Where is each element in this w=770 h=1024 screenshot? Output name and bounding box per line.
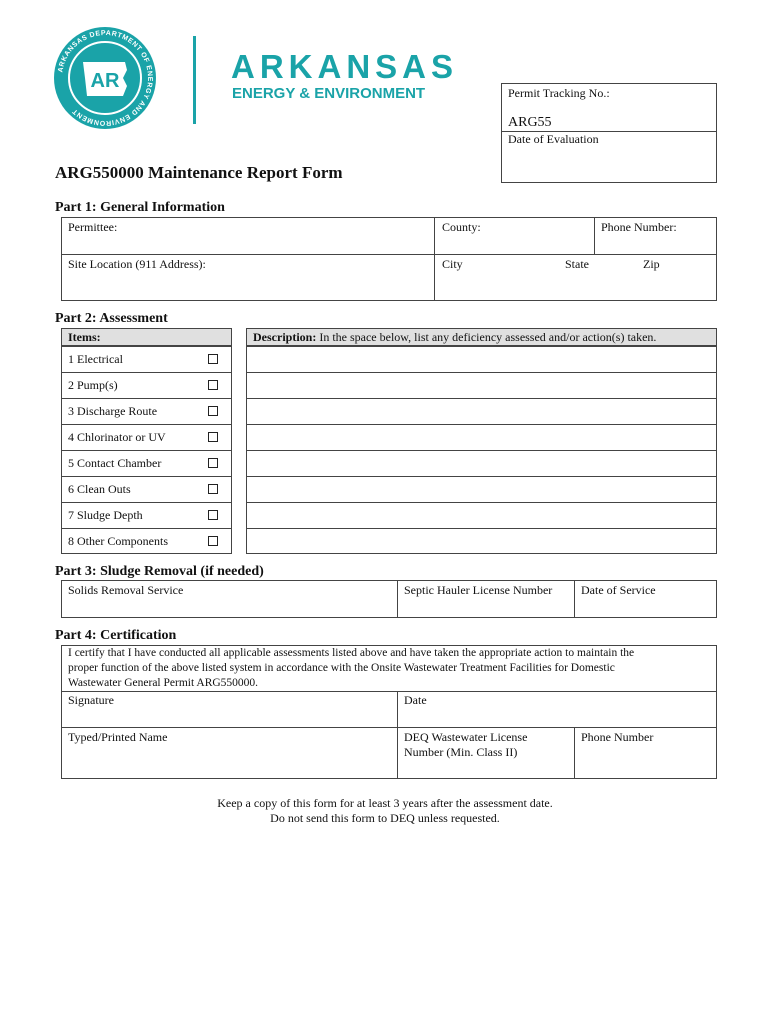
part1-col-divider-1 (434, 217, 435, 301)
brand-subtitle: ENERGY & ENVIRONMENT (232, 85, 426, 102)
assessment-item-label: 6 Clean Outs (68, 482, 131, 496)
phone-number-field[interactable]: Phone Number: (601, 220, 677, 234)
footer-note-1: Keep a copy of this form for at least 3 years after the assessment date. (217, 796, 553, 810)
city-field[interactable]: City (442, 257, 463, 271)
assessment-item-checkbox[interactable] (208, 458, 218, 468)
assessment-item-checkbox[interactable] (208, 510, 218, 520)
part3-heading: Part 3: Sludge Removal (if needed) (55, 564, 264, 579)
seal-center-text: AR (90, 70, 120, 92)
description-input-row[interactable] (247, 373, 716, 397)
header-divider (193, 36, 196, 124)
part4-row-divider-2 (61, 727, 717, 728)
part4-col-divider-2 (574, 727, 575, 779)
part4-heading: Part 4: Certification (55, 628, 177, 643)
part4-row-divider-1 (61, 691, 717, 692)
signature-field[interactable]: Signature (68, 693, 114, 707)
printed-name-field[interactable]: Typed/Printed Name (68, 730, 168, 744)
item-row-divider (61, 476, 232, 477)
footer-note-2: Do not send this form to DEQ unless requested. (270, 811, 500, 825)
date-of-service-field[interactable]: Date of Service (581, 583, 656, 597)
assessment-item-label: 7 Sludge Depth (68, 508, 143, 522)
certification-date-field[interactable]: Date (404, 693, 427, 707)
permittee-field[interactable]: Permittee: (68, 220, 118, 234)
assessment-item-checkbox[interactable] (208, 484, 218, 494)
part2-heading: Part 2: Assessment (55, 311, 168, 326)
description-input-row[interactable] (247, 503, 716, 527)
deq-license-label-1[interactable]: DEQ Wastewater License (404, 730, 528, 744)
assessment-item-label: 4 Chlorinator or UV (68, 430, 166, 444)
septic-license-field[interactable]: Septic Hauler License Number (404, 583, 553, 597)
site-location-field[interactable]: Site Location (911 Address): (68, 257, 206, 271)
part1-heading: Part 1: General Information (55, 200, 225, 215)
description-input-row[interactable] (247, 425, 716, 449)
assessment-item-label: 2 Pump(s) (68, 378, 118, 392)
permit-tracking-value[interactable]: ARG55 (508, 115, 552, 130)
certification-line-3: Wastewater General Permit ARG550000. (68, 677, 259, 689)
description-input-row[interactable] (247, 451, 716, 475)
solids-removal-field[interactable]: Solids Removal Service (68, 583, 184, 597)
certification-line-2: proper function of the above listed system in accordance with the Onsite Wastewater Treatment Facilities for Domestic (68, 662, 615, 674)
assessment-item-checkbox[interactable] (208, 432, 218, 442)
description-input-row[interactable] (247, 399, 716, 423)
state-field[interactable]: State (565, 257, 589, 271)
page-title: ARG550000 Maintenance Report Form (55, 163, 343, 182)
item-row-divider (61, 372, 232, 373)
deq-license-label-2: Number (Min. Class II) (404, 745, 518, 759)
date-of-evaluation-label: Date of Evaluation (508, 132, 599, 146)
item-row-divider (61, 398, 232, 399)
assessment-item-checkbox[interactable] (208, 406, 218, 416)
assessment-item-checkbox[interactable] (208, 354, 218, 364)
assessment-item-label: 3 Discharge Route (68, 404, 158, 418)
permit-tracking-label: Permit Tracking No.: (508, 86, 610, 100)
assessment-item-label: 1 Electrical (68, 352, 123, 366)
description-input-row[interactable] (247, 347, 716, 371)
seal-ring-text: ARKANSAS DEPARTMENT OF ENERGY AND ENVIRONMENT (57, 29, 154, 127)
part1-col-divider-2 (594, 217, 595, 254)
item-row-divider (61, 528, 232, 529)
description-header-label (253, 330, 656, 345)
item-row-divider (61, 450, 232, 451)
item-row-divider (61, 502, 232, 503)
description-bold: Description: (253, 330, 317, 344)
assessment-item-checkbox[interactable] (208, 536, 218, 546)
items-header-label: Items: (68, 330, 101, 344)
certification-line-1: I certify that I have conducted all applicable assessments listed above and have taken the appropriate action to maintain the (68, 647, 635, 659)
assessment-item-label: 8 Other Components (68, 534, 168, 548)
description-input-row[interactable] (247, 477, 716, 501)
certification-phone-field[interactable]: Phone Number (581, 730, 654, 744)
brand-name: ARKANSAS (231, 48, 459, 85)
part4-col-divider-1 (397, 691, 398, 779)
assessment-item-checkbox[interactable] (208, 380, 218, 390)
part1-row-divider (61, 254, 717, 255)
county-field[interactable]: County: (442, 220, 481, 234)
description-instructions: In the space below, list any deficiency assessed and/or action(s) taken. (319, 330, 657, 344)
description-input-row[interactable] (247, 529, 716, 553)
part3-col-divider-2 (574, 580, 575, 618)
zip-field[interactable]: Zip (643, 257, 660, 271)
agency-seal (53, 26, 157, 130)
assessment-item-label: 5 Contact Chamber (68, 456, 162, 470)
item-row-divider (61, 424, 232, 425)
part3-col-divider-1 (397, 580, 398, 618)
